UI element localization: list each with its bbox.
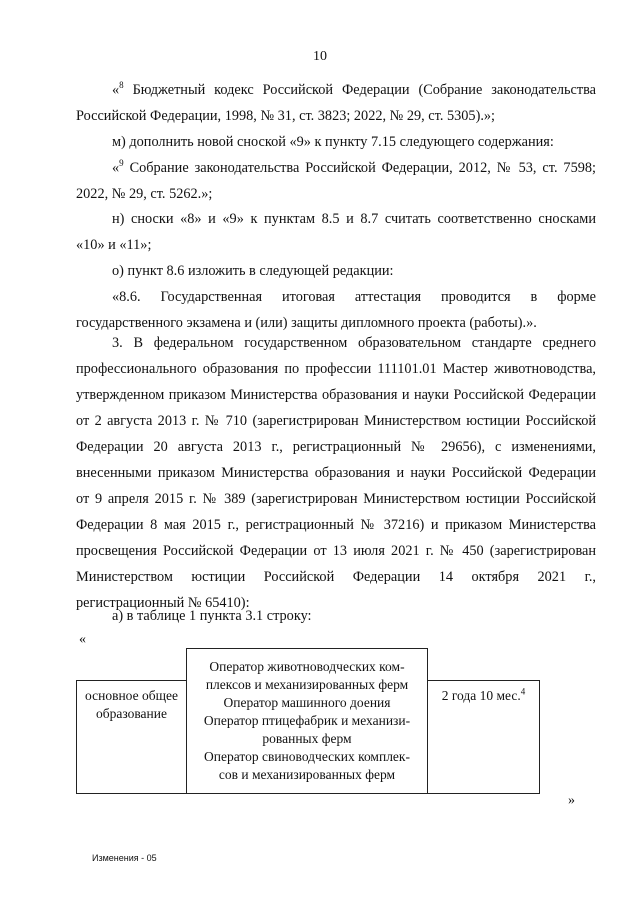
section-3-line: просвещения Российской Федерации от 13 июля 2021 г. № 450 (зарегистрирован — [76, 543, 596, 559]
footnote-8-paragraph — [76, 77, 596, 129]
footnote-8-open-quote: « — [112, 82, 120, 98]
item-8-6-text-line2: государственного экзамена и (или) защиты дипломного проекта (работы).». — [76, 315, 537, 331]
item-o-paragraph — [76, 258, 596, 284]
education-level-line2: образование — [96, 706, 167, 721]
item-a-text: а) в таблице 1 пункта 3.1 строку: — [112, 608, 312, 624]
section-3-line: Министерством юстиции Российской Федерации 14 октября 2021 г., — [76, 569, 596, 585]
section-3-last-line: регистрационный № 65410): — [76, 595, 250, 611]
education-level-line1: основное общее — [85, 688, 178, 703]
item-o-text: о) пункт 8.6 изложить в следующей редакции: — [112, 263, 394, 279]
item-a-paragraph — [76, 603, 596, 629]
item-n-text-line2: «10» и «11»; — [76, 237, 152, 253]
footnote-9-marker: 9 — [119, 158, 124, 169]
section-3-line: профессионального образования по профессии 111101.01 Мастер животноводства, — [76, 361, 596, 377]
table-close-quote: » — [568, 793, 575, 808]
page-number: 10 — [313, 49, 327, 64]
profession-line: плексов и механизированных ферм — [205, 677, 409, 692]
section-3-paragraph — [76, 330, 596, 616]
section-3-line: утвержденном приказом Министерства образования и науки Российской Федерации — [76, 387, 596, 403]
table-cell-duration — [427, 680, 540, 794]
section-3-line: от 9 апреля 2015 г. № 389 (зарегистрирован Министерством юстиции Российской — [76, 491, 596, 507]
page-footer: Изменения - 05 — [92, 853, 157, 863]
item-m-paragraph — [76, 129, 596, 155]
footnote-9-open-quote: « — [112, 160, 120, 176]
item-n-paragraph — [76, 206, 596, 258]
item-8-6-paragraph — [76, 284, 596, 336]
profession-line: Оператор животноводческих ком- — [209, 659, 405, 674]
profession-line: Оператор свиноводческих комплек- — [204, 749, 410, 764]
section-3-line: внесенными приказом Министерства образования и науки Российской Федерации — [76, 465, 596, 481]
footnote-8-text-line1: Бюджетный кодекс Российской Федерации (Собрание законодательства — [123, 82, 596, 98]
footnote-9-text-line2: 2022, № 29, ст. 5262.»; — [76, 186, 213, 202]
item-n-text-line1: н) сноски «8» и «9» к пунктам 8.5 и 8.7 считать соответственно сносками — [112, 211, 596, 227]
section-3-line: 3. В федеральном государственном образовательном стандарте среднего — [112, 335, 596, 351]
footnote-9-text-line1: Собрание законодательства Российской Федерации, 2012, № 53, ст. 7598; — [123, 160, 596, 176]
item-m-text: м) дополнить новой сноской «9» к пункту 7.15 следующего содержания: — [112, 134, 554, 150]
table-cell-education-level — [76, 680, 187, 794]
table-open-quote: « — [79, 632, 86, 647]
item-8-6-text-line1: «8.6. Государственная итоговая аттестация проводится в форме — [112, 289, 596, 305]
profession-line: Оператор машинного доения — [223, 695, 391, 710]
profession-line: Оператор птицефабрик и механизи- — [203, 713, 411, 728]
section-3-line: Федерации 20 августа 2013 г., регистрационный № 29656), с изменениями, — [76, 439, 596, 455]
footnote-8-text-line2: Российской Федерации, 1998, № 31, ст. 3823; 2022, № 29, ст. 5305).»; — [76, 108, 496, 124]
duration-footnote-marker: 4 — [520, 686, 526, 697]
profession-line: рованных ферм — [262, 731, 352, 746]
table-cell-professions — [186, 648, 428, 794]
footnote-8-marker: 8 — [119, 80, 124, 91]
section-3-line: от 2 августа 2013 г. № 710 (зарегистрирован Министерством юстиции Российской — [76, 413, 596, 429]
duration-text: 2 года 10 мес. — [441, 688, 521, 703]
profession-line: сов и механизированных ферм — [218, 767, 396, 782]
footnote-9-paragraph — [76, 155, 596, 207]
section-3-line: Федерации 8 мая 2015 г., регистрационный № 37216) и приказом Министерства — [76, 517, 596, 533]
